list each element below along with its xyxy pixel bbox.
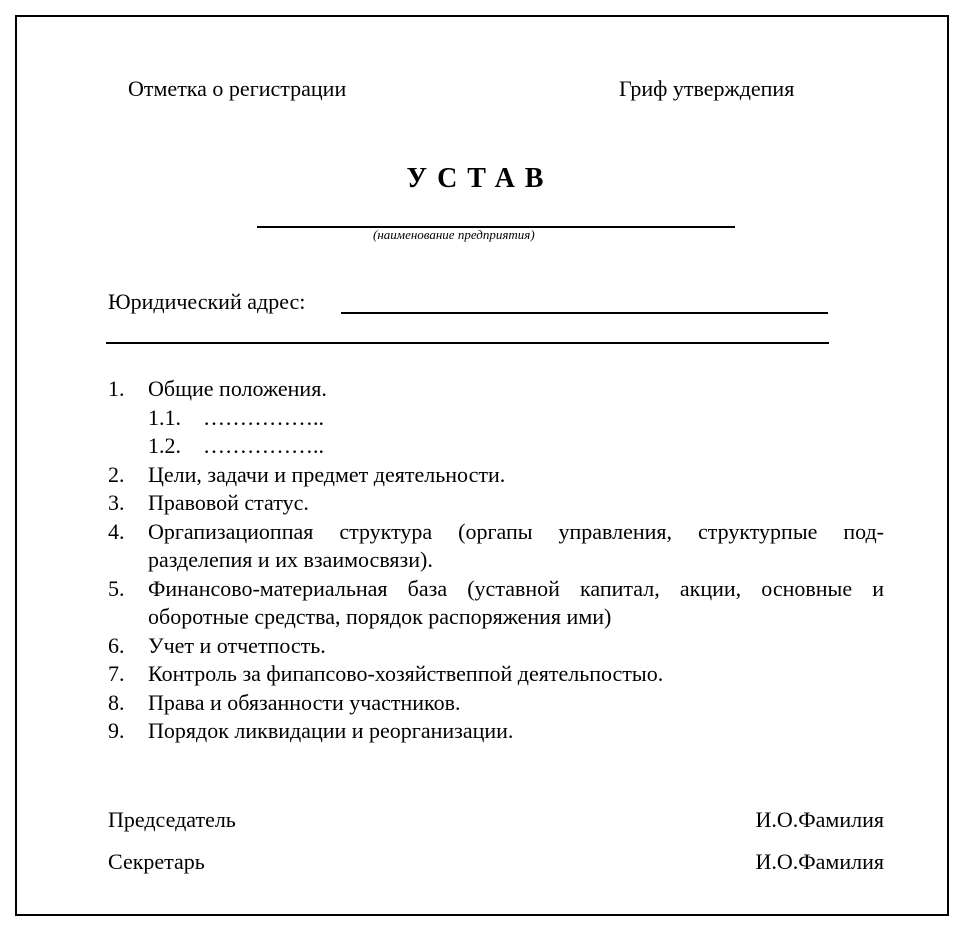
contents-list <box>108 375 884 746</box>
item-number: 6. <box>108 632 125 658</box>
list-item <box>108 375 884 404</box>
item-number: 4. <box>108 518 125 544</box>
sub-item <box>108 432 884 461</box>
list-item <box>108 489 884 518</box>
item-text: Контроль за фипапсово-хозяйствеппой деятельпостыо. <box>148 661 664 686</box>
chairman-name: И.О.Фамилия <box>755 807 884 832</box>
item-text: Права и обязанности участников. <box>148 689 461 715</box>
item-text: Учет и отчетпость. <box>148 632 326 658</box>
item-number: 1. <box>108 376 125 401</box>
item-text: Финансово-материальная база (уставной капитал, акции, основные и оборотные средства, порядок распоряжения ими) <box>148 575 884 629</box>
item-text: Оргапизациоппая структура (оргапы управления, структурпые под-разделепия и их взаимосвязи). <box>148 518 884 572</box>
registration-mark: Отметка о регистрации <box>128 76 347 101</box>
item-number: 7. <box>108 661 125 686</box>
item-text: Порядок ликвидации и реорганизации. <box>148 718 514 743</box>
sub-item-number: 1.2. <box>148 433 181 458</box>
chairman-label: Председатель <box>108 807 236 832</box>
item-number: 5. <box>108 575 125 601</box>
enterprise-caption: (наименование предприятия) <box>373 227 535 242</box>
list-item <box>108 632 884 661</box>
secretary-label: Секретарь <box>108 849 205 874</box>
list-item <box>108 689 884 718</box>
sub-item-text: …………….. <box>203 433 324 458</box>
item-text: Цели, задачи и предмет деятельности. <box>148 461 506 487</box>
list-item <box>108 575 884 632</box>
sub-item <box>108 404 884 433</box>
list-item <box>108 461 884 490</box>
legal-address-label: Юридический адрес: <box>108 289 306 314</box>
list-item <box>108 660 884 689</box>
legal-address-line <box>341 312 828 314</box>
list-item <box>108 518 884 575</box>
item-number: 3. <box>108 490 125 515</box>
secretary-name: И.О.Фамилия <box>755 849 884 874</box>
list-item <box>108 717 884 746</box>
item-number: 9. <box>108 718 125 743</box>
approval-stamp: Гриф утверждепия <box>619 76 795 101</box>
sub-item-text: …………….. <box>203 404 324 430</box>
item-text: Правовой статус. <box>148 490 309 515</box>
item-number: 2. <box>108 461 125 487</box>
item-text: Общие положения. <box>148 376 327 401</box>
document-title: УСТАВ <box>406 163 554 194</box>
legal-address-line-2 <box>106 342 829 344</box>
item-number: 8. <box>108 689 125 715</box>
sub-item-number: 1.1. <box>148 404 181 430</box>
